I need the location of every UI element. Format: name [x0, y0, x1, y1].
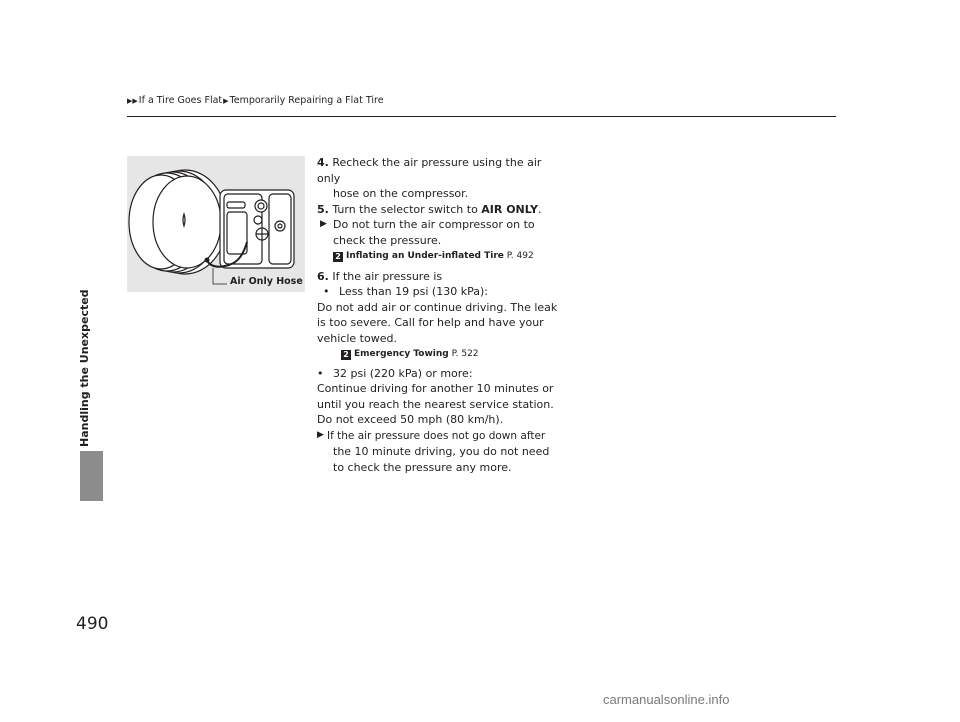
step-number: 4.	[317, 156, 329, 169]
step-text: Turn the selector switch to	[332, 202, 482, 216]
instruction-line: Do not add air or continue driving. The leak	[317, 300, 558, 314]
reference-title[interactable]: Inflating an Under-inflated Tire	[346, 251, 504, 261]
note-text-continued: check the pressure.	[333, 233, 442, 247]
instruction-line: Continue driving for another 10 minutes or	[317, 382, 554, 395]
cross-reference[interactable]	[317, 347, 567, 363]
step-4	[317, 155, 567, 186]
reference-page[interactable]: P. 492	[506, 251, 534, 261]
triangle-right-icon: ▶	[320, 219, 327, 229]
reference-title[interactable]: Emergency Towing	[354, 349, 449, 359]
breadcrumb-item-flat-tire[interactable]: If a Tire Goes Flat	[138, 95, 223, 106]
condition-text: 32 psi (220 kPa) or more:	[333, 366, 473, 380]
step-5	[317, 202, 567, 218]
note-text-continued: the 10 minute driving, you do not need	[333, 445, 550, 458]
step-number: 6.	[317, 269, 329, 283]
header-rule	[127, 116, 836, 117]
triangle-right-icon: ▶	[317, 429, 324, 440]
condition-bullet	[317, 284, 567, 300]
reference-arrow-icon: 2	[341, 350, 351, 360]
condition-bullet	[317, 366, 567, 382]
bullet-icon: •	[317, 366, 324, 380]
step-text-continued: hose on the compressor.	[333, 187, 469, 200]
air-only-hose-callout: Air Only Hose	[230, 276, 303, 287]
instruction-line: is too severe. Call for help and have your	[317, 316, 544, 329]
step-number: 5.	[317, 202, 329, 216]
instruction-line: until you reach the nearest service station.	[317, 397, 554, 411]
step-6	[317, 269, 567, 285]
step-5-note	[317, 217, 567, 233]
note-text-continued: to check the pressure any more.	[333, 460, 512, 474]
breadcrumb	[127, 95, 384, 106]
reference-page[interactable]: P. 522	[451, 349, 479, 359]
note-text: Do not turn the air compressor on to	[333, 218, 535, 231]
watermark-text: carmanualsonline.info	[603, 692, 730, 707]
cross-reference[interactable]	[317, 249, 567, 265]
condition-text: Less than 19 psi (130 kPa):	[339, 285, 488, 298]
section-tab-label: Handling the Unexpected	[78, 289, 91, 447]
double-triangle-right-icon: ▶▶	[127, 96, 138, 105]
instruction-line: Do not exceed 50 mph (80 km/h).	[317, 413, 504, 426]
reference-arrow-icon: 2	[333, 252, 343, 262]
step-text-end: .	[538, 202, 542, 216]
tire-and-compressor-drawing	[127, 156, 305, 292]
compressor-illustration	[127, 156, 305, 292]
breadcrumb-item-temporary-repair[interactable]: Temporarily Repairing a Flat Tire	[229, 95, 384, 106]
bullet-icon: •	[323, 285, 330, 298]
step-text: If the air pressure is	[332, 269, 443, 283]
note-text: If the air pressure does not go down after	[327, 429, 546, 442]
page-number: 490	[76, 614, 109, 634]
step-text: Recheck the air pressure using the air only	[317, 156, 542, 185]
selector-setting: AIR ONLY	[481, 202, 539, 216]
section-tab-marker	[80, 451, 103, 501]
instructions	[317, 155, 567, 475]
step-6-note	[317, 428, 567, 445]
triangle-right-icon: ▶	[223, 96, 229, 105]
instruction-line: vehicle towed.	[317, 331, 397, 345]
